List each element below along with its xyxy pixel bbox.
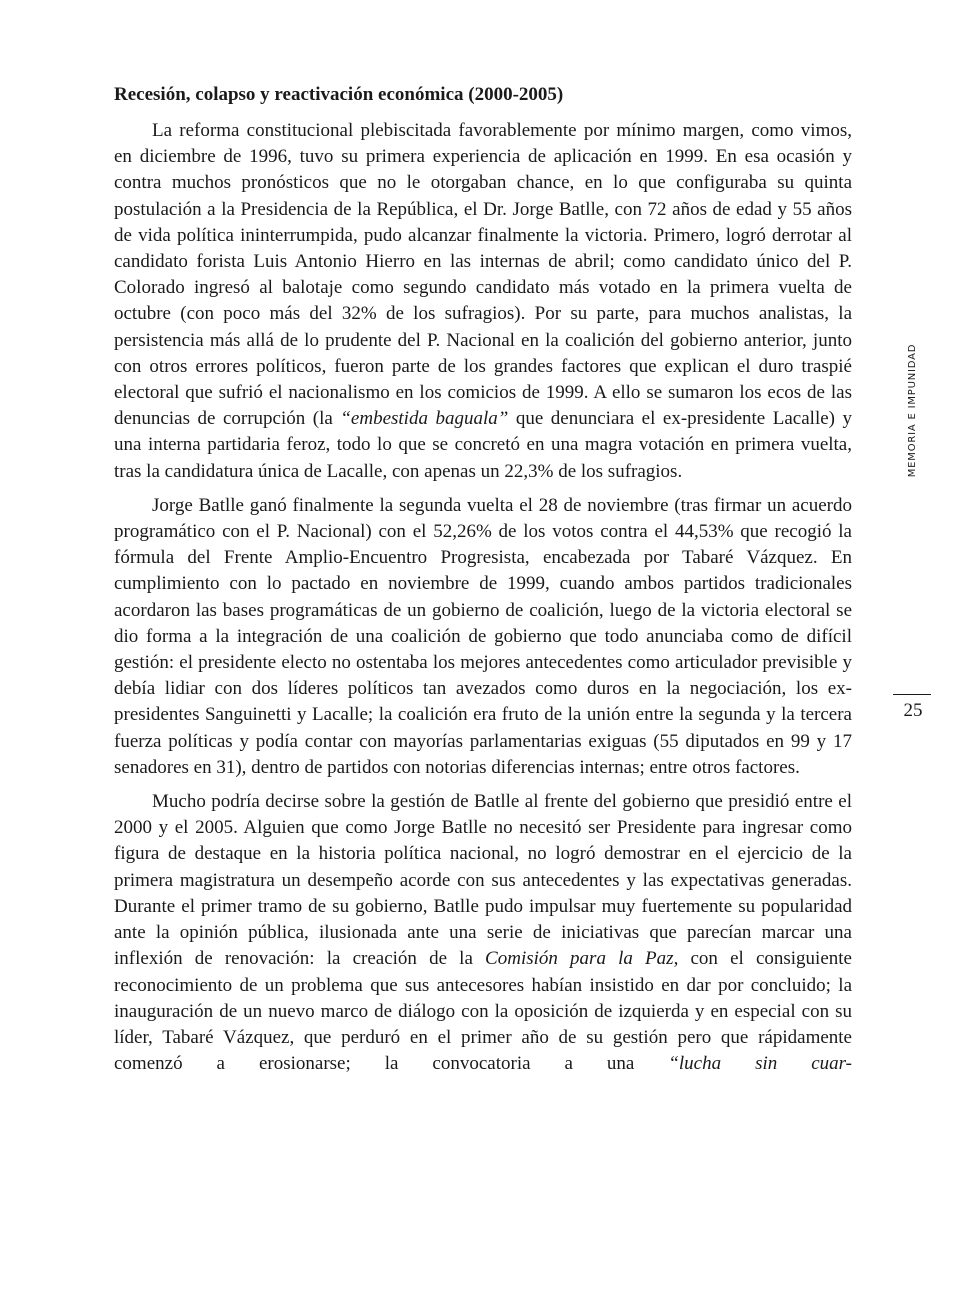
running-head-label: MEMORIA E IMPUNIDAD (907, 343, 919, 477)
paragraph-2 (114, 493, 852, 781)
body-text (114, 118, 852, 1085)
section-heading: Recesión, colapso y reactivación económica (2000-2005) (114, 84, 564, 105)
paragraph-3 (114, 789, 852, 1077)
paragraph-3-text: Mucho podría decirse sobre la gestión de Batlle al frente del gobierno que presidió entre el 2000 y el 2005. Alguien que como Jorge Batlle no necesitó ser Presidente para ingresar como figura de destaque en la historia política nacional, no logró demostrar en el ejercicio de la primera magistratura un desempeño acorde con sus antecedentes y las expectativas generadas. Durante el primer tramo de su gobierno, Batlle pudo impulsar muy fuertemente su popularidad ante la opinión pública, ilusionada ante una serie de iniciativas que parecían marcar una inflexión de renovación: la creación de la (114, 791, 852, 970)
paragraph-1-end: que denunciara el ex-presidente Lacalle) y una interna partidaria feroz, todo lo que se concretó en una magra votación en primera vuelta, tras la candidatura única de Lacalle, con apenas un 22,3% de los sufragios. (114, 408, 853, 482)
paragraph-3-emphasis: Comisión para la Paz (485, 948, 674, 970)
paragraph-1-emphasis: “embestida baguala” (340, 408, 509, 430)
running-head (901, 330, 925, 490)
page-number: 25 (903, 700, 923, 721)
page-number-rule (893, 694, 931, 695)
paragraph-3-middle: , con el consiguiente reconocimiento de un problema que sus antecesores habían insistido en dar por concluido; la inauguración de un nuevo marco de diálogo con la oposición de izquierda y en especial con su líder, Tabaré Vázquez, que perduró en el primer año de su gestión pero que rápidamente comenzó a erosionarse; la convocatoria a una (114, 948, 852, 1075)
paragraph-1-text: La reforma constitucional plebiscitada favorablemente por mínimo margen, como vimos, en diciembre de 1996, tuvo su primera experiencia de aplicación en 1999. En esa ocasión y contra muchos pronósticos que no le otorgaban chance, en lo que configuraba su quinta postulación a la Presidencia de la República, el Dr. Jorge Batlle, con 72 años de edad y 55 años de vida política ininterrumpida, pudo alcanzar finalmente la victoria. Primero, logró derrotar al candidato forista Luis Antonio Hierro en las internas de abril; como candidato único del P. Colorado ingresó al balotaje como segundo candidato más votado en la primera vuelta de octubre (con poco más del 32% de los sufragios). Por su parte, para muchos analistas, la persistencia más allá de lo prudente del P. Nacional en la coalición del gobierno anterior, junto con otros errores políticos, fueron parte de los grandes factores que explican el duro traspié electoral que sufrió el nacionalismo en los comicios de 1999. A ello se sumaron los ecos de las denuncias de corrupción (la (114, 120, 852, 430)
paragraph-1 (114, 118, 852, 485)
paragraph-3-emphasis-end: “lucha sin cuar- (668, 1053, 852, 1075)
paragraph-2-text: Jorge Batlle ganó finalmente la segunda vuelta el 28 de noviembre (tras firmar un acuerdo programático con el P. Nacional) con el 52,26% de los votos contra el 44,53% que recogió la fórmula del Frente Amplio-Encuentro Progresista, encabezada por Tabaré Vázquez. En cumplimiento con lo pactado en noviembre de 1999, cuando ambos partidos tradicionales acordaron las bases programáticas de un gobierno de coalición, luego de la victoria electoral se dio forma a la integración de una coalición de gobierno que todo anunciaba como de difícil gestión: el presidente electo no ostentaba los mejores antecedentes como articulador previsible y debía lidiar con dos líderes políticos tan avezados como duros en la negociación, los ex-presidentes Sanguinetti y Lacalle; la coalición era fruto de la unión entre la segunda y la tercera fuerza políticas y podía contar con mayorías parlamentarias exiguas (55 diputados en 99 y 17 senadores en 31), dentro de partidos con notorias diferencias internas; entre otros factores. (114, 494, 852, 778)
